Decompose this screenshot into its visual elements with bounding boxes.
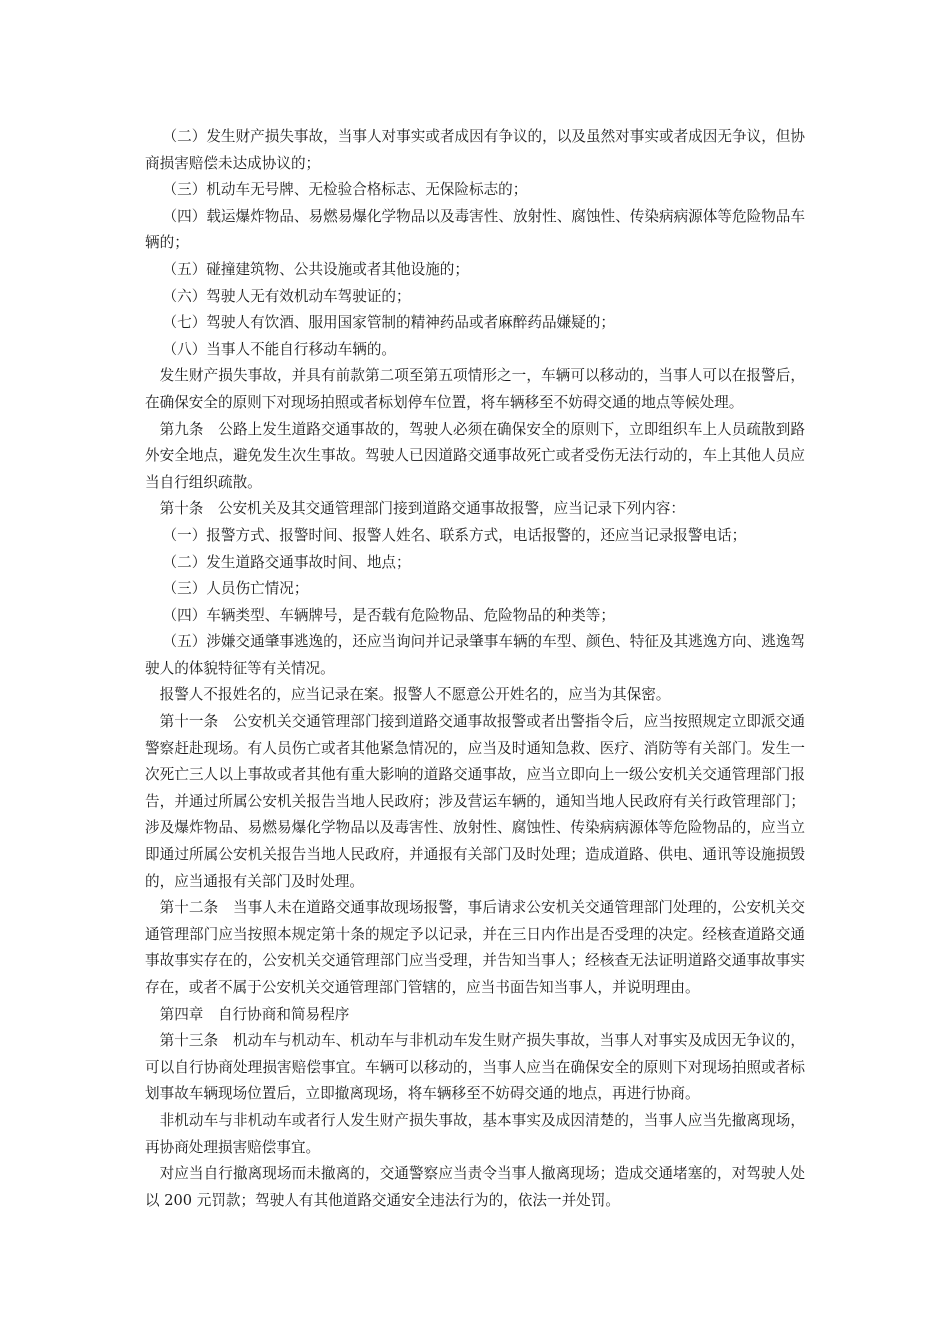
paragraph-item-3b: （三）人员伤亡情况； — [162, 580, 309, 598]
paragraph-item-5: （五）碰撞建筑物、公共设施或者其他设施的； — [162, 260, 469, 278]
paragraph-item-1: （一）报警方式、报警时间、报警人姓名、联系方式，电话报警的，还应当记录报警电话； — [162, 526, 747, 544]
paragraph-item-6: （六）驾驶人无有效机动车驾驶证的； — [162, 287, 411, 305]
article-9: 第九条 公路上发生道路交通事故的，驾驶人必须在确保安全的原则下，立即组织车上人员疏散到路外安全地点，避免发生次生事故。驾驶人已因道路交通事故死亡或者受伤无法行动的，车上其他人员应当自行组织疏散。 — [145, 420, 805, 491]
paragraph-text: 对应当自行撤离现场而未撤离的，交通警察应当责令当事人撤离现场；造成交通堵塞的，对驾驶人处以 200 元罚款；驾驶人有其他道路交通安全违法行为的，依法一并处罚。 — [145, 1165, 805, 1209]
document-body — [145, 124, 805, 1214]
paragraph-text: 发生财产损失事故，并具有前款第二项至第五项情形之一，车辆可以移动的，当事人可以在报警后，在确保安全的原则下对现场拍照或者标划停车位置，将车辆移至不妨碍交通的地点等候处理。 — [145, 367, 805, 411]
paragraph-item-4: （四）载运爆炸物品、易燃易爆化学物品以及毒害性、放射性、腐蚀性、传染病病源体等危险物品车辆的； — [145, 207, 805, 252]
paragraph-item-2b: （二）发生道路交通事故时间、地点； — [162, 553, 411, 571]
article-12: 第十二条 当事人未在道路交通事故现场报警，事后请求公安机关交通管理部门处理的，公安机关交通管理部门应当按照本规定第十条的规定予以记录，并在三日内作出是否受理的决定。经核查道路交通事故事实存在的，公安机关交通管理部门应当受理，并告知当事人；经核查无法证明道路交通事故事实存在，或者不属于公安机关交通管理部门管辖的，应当书面告知当事人，并说明理由。 — [145, 899, 805, 996]
paragraph-item-8: （八）当事人不能自行移动车辆的。 — [162, 340, 397, 358]
article-13: 第十三条 机动车与机动车、机动车与非机动车发生财产损失事故，当事人对事实及成因无争议的，可以自行协商处理损害赔偿事宜。车辆可以移动的，当事人应当在确保安全的原则下对现场拍照或者标划事故车辆现场位置后，立即撤离现场，将车辆移至不妨碍交通的地点，再进行协商。 — [145, 1032, 805, 1103]
paragraph-text: 报警人不报姓名的，应当记录在案。报警人不愿意公开姓名的，应当为其保密。 — [159, 686, 671, 704]
paragraph-item-4b: （四）车辆类型、车辆牌号，是否载有危险物品、危险物品的种类等； — [162, 606, 615, 624]
article-11: 第十一条 公安机关交通管理部门接到道路交通事故报警或者出警指令后，应当按照规定立即派交通警察赶赴现场。有人员伤亡或者其他紧急情况的，应当及时通知急救、医疗、消防等有关部门。发生一次死亡三人以上事故或者其他有重大影响的道路交通事故，应当立即向上一级公安机关交通管理部门报告，并通过所属公安机关报告当地人民政府；涉及营运车辆的，通知当地人民政府有关行政管理部门；涉及爆炸物品、易燃易爆化学物品以及毒害性、放射性、腐蚀性、传染病病源体等危险物品的，应当立即通过所属公安机关报告当地人民政府，并通报有关部门及时处理；造成道路、供电、通讯等设施损毁的，应当通报有关部门及时处理。 — [145, 713, 805, 890]
paragraph-item-7: （七）驾驶人有饮酒、服用国家管制的精神药品或者麻醉药品嫌疑的； — [162, 314, 615, 332]
chapter-heading: 第四章 自行协商和简易程序 — [159, 1005, 350, 1023]
paragraph-item-5b: （五）涉嫌交通肇事逃逸的，还应当询问并记录肇事车辆的车型、颜色、特征及其逃逸方向、逃逸驾驶人的体貌特征等有关情况。 — [145, 633, 805, 677]
paragraph-item-3: （三）机动车无号牌、无检验合格标志、无保险标志的； — [162, 181, 528, 199]
paragraph-item-2: （二）发生财产损失事故，当事人对事实或者成因有争议的，以及虽然对事实或者成因无争议，但协商损害赔偿未达成协议的； — [145, 128, 805, 172]
article-10: 第十条 公安机关及其交通管理部门接到道路交通事故报警，应当记录下列内容： — [159, 500, 685, 518]
paragraph-text: 非机动车与非机动车或者行人发生财产损失事故，基本事实及成因清楚的，当事人应当先撤离现场，再协商处理损害赔偿事宜。 — [145, 1111, 805, 1156]
